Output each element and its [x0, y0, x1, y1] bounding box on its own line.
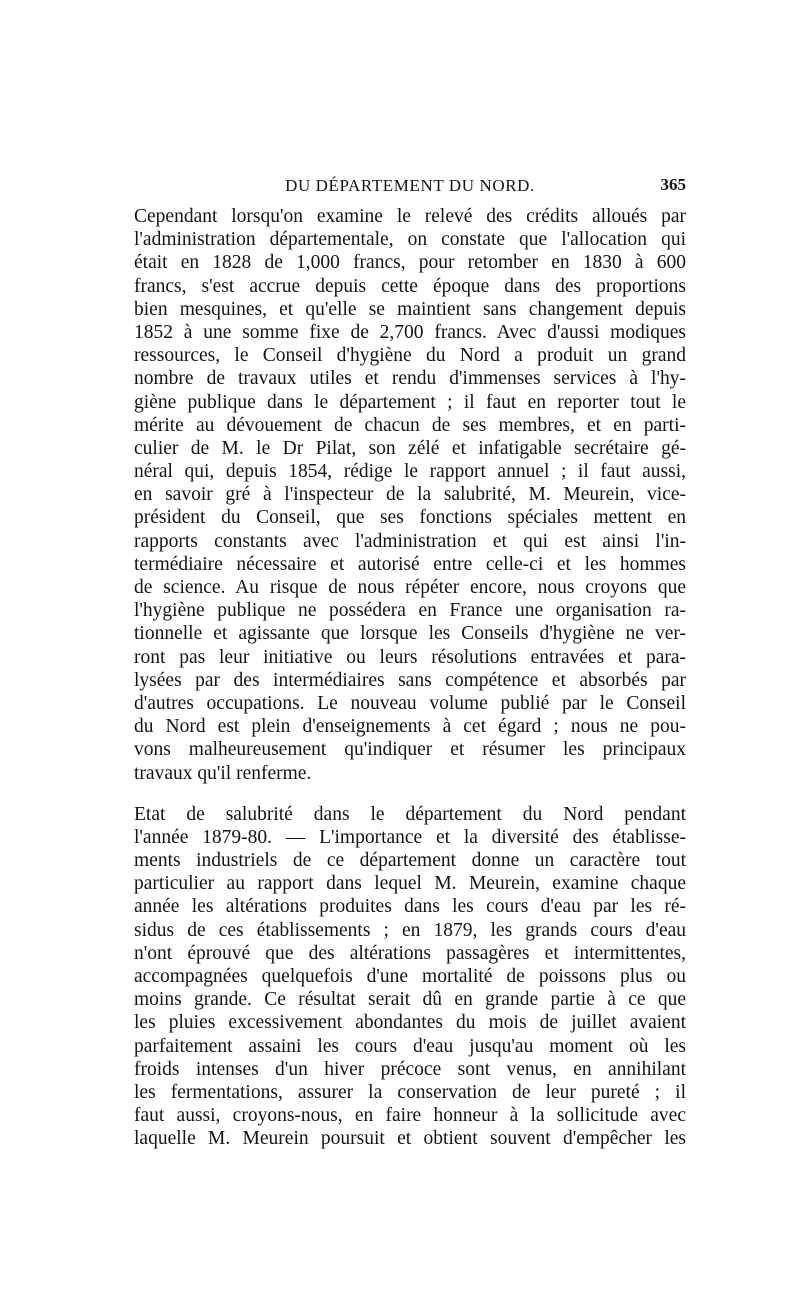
- text-line: en savoir gré à l'inspecteur de la salubrité, M. Meurein, vice-: [134, 484, 686, 506]
- text-line: ments industriels de ce département donne un caractère tout: [134, 850, 686, 872]
- text-line: les fermentations, assurer la conservation de leur pureté ; il: [134, 1081, 686, 1103]
- text-line: bien mesquines, et qu'elle se maintient sans changement depuis: [134, 298, 686, 320]
- text-line: travaux qu'il renferme.: [134, 762, 312, 784]
- text-line: accompagnées quelquefois d'une mortalité de poissons plus ou: [134, 966, 686, 987]
- text-line: 1852 à une somme fixe de 2,700 francs. Avec d'aussi modiques: [134, 321, 686, 343]
- text-line: l'année 1879-80. — L'importance et la diversité des établisse-: [134, 826, 686, 848]
- text-line: d'autres occupations. Le nouveau volume publié par le Conseil: [134, 692, 686, 714]
- running-head: [134, 176, 686, 200]
- text-line: lysées par des intermédiaires sans compétence et absorbés par: [134, 669, 686, 691]
- text-line: de science. Au risque de nous répéter encore, nous croyons que: [134, 577, 686, 598]
- text-line: parfaitement assaini les cours d'eau jusqu'au moment où les: [134, 1035, 686, 1057]
- running-title: DU DÉPARTEMENT DU NORD.: [285, 176, 535, 195]
- text-line: ront pas leur initiative ou leurs résolutions entravées et para-: [134, 646, 686, 668]
- text-line: Etat de salubrité dans le département du Nord pendant: [134, 803, 686, 825]
- text-line: culier de M. le Dr Pilat, son zélé et infatigable secrétaire gé-: [134, 437, 686, 459]
- paragraph-salubrity: [134, 803, 686, 1151]
- text-line: ressources, le Conseil d'hygiène du Nord a produit un grand: [134, 345, 686, 367]
- text-line: giène publique dans le département ; il faut en reporter tout le: [134, 391, 686, 413]
- text-line: président du Conseil, que ses fonctions spéciales mettent en: [134, 507, 686, 529]
- text-line: mérite au dévouement de chacun de ses membres, et en parti-: [134, 414, 686, 436]
- text-line: laquelle M. Meurein poursuit et obtient souvent d'empêcher les: [134, 1128, 686, 1150]
- text-line: vons malheureusement qu'indiquer et résumer les principaux: [134, 739, 686, 761]
- text-line: néral qui, depuis 1854, rédige le rapport annuel ; il faut aussi,: [134, 461, 686, 483]
- text-line: les pluies excessivement abondantes du mois de juillet avaient: [134, 1012, 686, 1034]
- text-line: particulier au rapport dans lequel M. Meurein, examine chaque: [134, 873, 686, 895]
- paragraph-spacer: [134, 785, 686, 803]
- text-line: année les altérations produites dans les cours d'eau par les ré-: [134, 896, 686, 918]
- text-line: n'ont éprouvé que des altérations passagères et intermittentes,: [134, 942, 686, 964]
- text-line: froids intenses d'un hiver précoce sont venus, en annihilant: [134, 1058, 686, 1080]
- text-line: du Nord est plein d'enseignements à cet égard ; nous ne pou-: [134, 716, 686, 738]
- text-line: l'administration départementale, on constate que l'allocation qui: [134, 229, 686, 251]
- text-line: moins grande. Ce résultat serait dû en grande partie à ce que: [134, 989, 686, 1011]
- page-number: 365: [660, 175, 686, 194]
- text-line: rapports constants avec l'administration et qui est ainsi l'in-: [134, 530, 686, 552]
- text-line: nombre de travaux utiles et rendu d'immenses services à l'hy-: [134, 368, 686, 390]
- text-line: francs, s'est accrue depuis cette époque dans des proportions: [134, 275, 686, 297]
- text-line: termédiaire nécessaire et autorisé entre celle-ci et les hommes: [134, 553, 686, 575]
- text-line: tionnelle et agissante que lorsque les Conseils d'hygiène ne ver-: [134, 623, 686, 645]
- body-text: [134, 205, 686, 1151]
- text-line: l'hygiène publique ne possédera en France une organisation ra-: [134, 600, 686, 622]
- text-line: était en 1828 de 1,000 francs, pour retomber en 1830 à 600: [134, 252, 686, 274]
- paragraph-credits: [134, 205, 686, 785]
- text-line: sidus de ces établissements ; en 1879, les grands cours d'eau: [134, 919, 686, 941]
- text-line: Cependant lorsqu'on examine le relevé des crédits alloués par: [134, 206, 686, 227]
- text-line: faut aussi, croyons-nous, en faire honneur à la sollicitude avec: [134, 1105, 686, 1127]
